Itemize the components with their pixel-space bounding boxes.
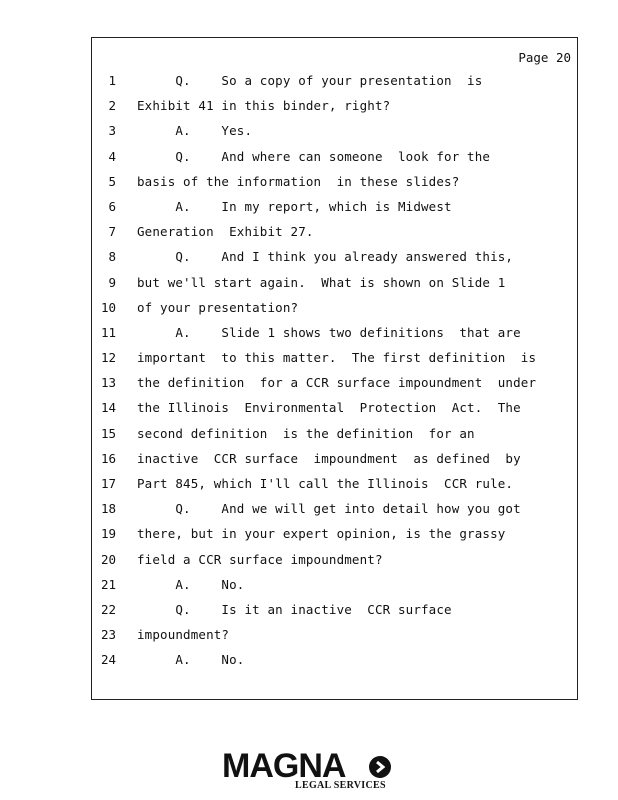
line-number: 14: [100, 400, 116, 416]
transcript-line: [92, 398, 577, 423]
line-number: 19: [100, 526, 116, 542]
line-text: inactive CCR surface impoundment as defined by: [137, 450, 521, 466]
line-number: 3: [108, 123, 116, 139]
line-text: there, but in your expert opinion, is the grassy: [137, 526, 506, 542]
transcript-line: [92, 247, 577, 272]
line-number: 24: [100, 652, 116, 668]
transcript-line: [92, 550, 577, 575]
line-text: basis of the information in these slides?: [137, 173, 460, 189]
magna-logo: [222, 746, 394, 794]
transcript-line: [92, 524, 577, 549]
line-text: second definition is the definition for an: [137, 425, 475, 441]
line-text: Generation Exhibit 27.: [137, 224, 314, 240]
transcript-line: [92, 147, 577, 172]
logo-wordmark: MAGNA: [222, 747, 346, 785]
chevron-right-icon: [369, 756, 391, 778]
line-number: 7: [108, 224, 116, 240]
line-text: Q. Is it an inactive CCR surface: [137, 601, 452, 617]
transcript-lines: [92, 71, 577, 676]
line-text: Q. And we will get into detail how you got: [137, 501, 521, 517]
line-text: Q. So a copy of your presentation is: [137, 73, 483, 88]
transcript-line: [92, 298, 577, 323]
page-number: Page 20: [518, 50, 571, 65]
line-text: field a CCR surface impoundment?: [137, 551, 383, 567]
transcript-page: [91, 37, 578, 700]
transcript-line: [92, 96, 577, 121]
line-text: impoundment?: [137, 627, 230, 643]
transcript-line: [92, 71, 577, 96]
line-text: Exhibit 41 in this binder, right?: [137, 98, 391, 114]
line-number: 22: [100, 601, 116, 617]
line-text: important to this matter. The first definition is: [137, 350, 537, 366]
line-text: A. In my report, which is Midwest: [137, 198, 452, 214]
line-text: A. No.: [137, 576, 245, 592]
transcript-line: [92, 273, 577, 298]
line-text: A. No.: [137, 652, 245, 668]
transcript-line: [92, 575, 577, 600]
transcript-line: [92, 373, 577, 398]
transcript-line: [92, 172, 577, 197]
line-number: 2: [108, 98, 116, 114]
line-text: the definition for a CCR surface impoundment under: [137, 375, 537, 391]
line-text: of your presentation?: [137, 299, 299, 315]
transcript-line: [92, 121, 577, 146]
line-number: 9: [108, 274, 116, 290]
line-number: 1: [108, 73, 116, 88]
transcript-line: [92, 424, 577, 449]
line-text: Part 845, which I'll call the Illinois CCR rule.: [137, 476, 514, 491]
transcript-line: [92, 323, 577, 348]
line-number: 20: [100, 551, 116, 567]
line-number: 12: [100, 350, 116, 366]
transcript-line: [92, 197, 577, 222]
line-number: 5: [108, 173, 116, 189]
line-text: A. Yes.: [137, 123, 253, 139]
transcript-line: [92, 449, 577, 474]
line-text: Q. And I think you already answered this,: [137, 249, 514, 265]
line-number: 15: [100, 425, 116, 441]
line-text: Q. And where can someone look for the: [137, 148, 491, 164]
line-number: 11: [100, 324, 116, 340]
transcript-line: [92, 348, 577, 373]
transcript-line: [92, 222, 577, 247]
line-text: the Illinois Environmental Protection Act. The: [137, 400, 521, 416]
line-text: A. Slide 1 shows two definitions that are: [137, 324, 521, 340]
line-text: but we'll start again. What is shown on Slide 1: [137, 274, 506, 290]
line-number: 21: [100, 576, 116, 592]
transcript-line: [92, 499, 577, 524]
line-number: 23: [100, 627, 116, 643]
line-number: 10: [100, 299, 116, 315]
transcript-line: [92, 650, 577, 675]
transcript-line: [92, 474, 577, 499]
line-number: 18: [100, 501, 116, 517]
line-number: 6: [108, 198, 116, 214]
line-number: 4: [108, 148, 116, 164]
line-number: 17: [100, 476, 116, 491]
transcript-line: [92, 600, 577, 625]
line-number: 8: [108, 249, 116, 265]
line-number: 16: [100, 450, 116, 466]
transcript-line: [92, 625, 577, 650]
line-number: 13: [100, 375, 116, 391]
logo-subtitle: LEGAL SERVICES: [295, 780, 386, 791]
